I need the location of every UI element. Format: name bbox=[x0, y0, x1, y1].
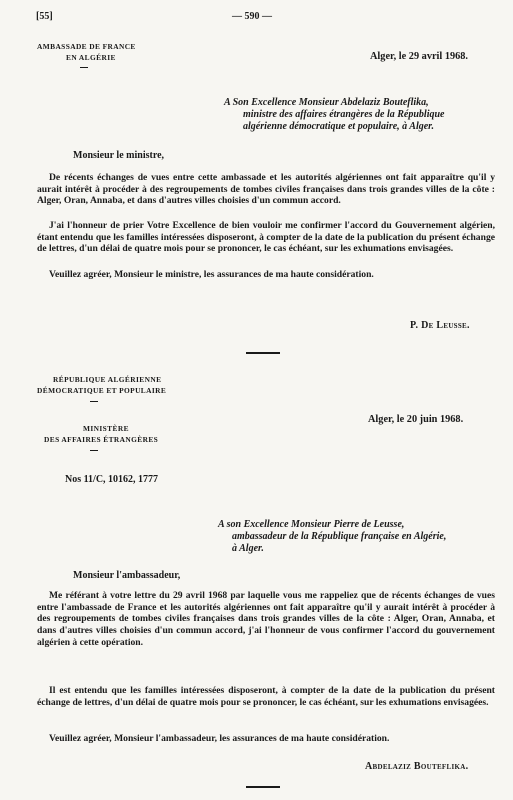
letter1-sender-line2: EN ALGÉRIE bbox=[66, 53, 116, 62]
letter2-signature: Abdelaziz Bouteflika. bbox=[365, 761, 469, 772]
letter1-paragraph-1: De récents échanges de vues entre cette ambassade et les autorités algériennes ont fait apparaître qu'il y aurait intérêt à procéder à des regroupements de tombes civiles françaises dans trois grandes villes de la côte : Alger, Oran, Annaba, et dans d'autres villes choisies d'un commun accord. bbox=[37, 172, 495, 207]
letter2-ministry-line1: MINISTÈRE bbox=[83, 424, 129, 433]
section-divider-1 bbox=[246, 352, 280, 354]
letter2-paragraph-3: Veuillez agréer, Monsieur l'ambassadeur, les assurances de ma haute considération. bbox=[49, 733, 390, 744]
letter1-paragraph-3: Veuillez agréer, Monsieur le ministre, les assurances de ma haute considération. bbox=[49, 269, 374, 280]
letter2-addressee-1: A son Excellence Monsieur Pierre de Leusse, bbox=[218, 519, 405, 530]
letter1-addressee-2: ministre des affaires étrangères de la République bbox=[243, 109, 445, 120]
letter1-sender-rule bbox=[80, 67, 88, 68]
letter1-salutation: Monsieur le ministre, bbox=[73, 150, 165, 161]
letter1-paragraph-2: J'ai l'honneur de prier Votre Excellence de bien vouloir me confirmer l'accord du Gouvernement algérien, étant entendu que les familles intéressées disposeront, à compter de la date de la publication du présent échange de lettres, d'un délai de quatre mois pour se prononcer, le cas échéant, sur les exhumations envisagées. bbox=[37, 220, 495, 255]
letter1-addressee-3: algérienne démocratique et populaire, à Alger. bbox=[243, 121, 435, 132]
letter2-sender-rule bbox=[90, 401, 98, 402]
letter2-sender-line2: DÉMOCRATIQUE ET POPULAIRE bbox=[37, 386, 167, 395]
letter2-reference: Nos 11/C, 10162, 1777 bbox=[65, 474, 159, 485]
page-number: — 590 — bbox=[232, 11, 272, 22]
letter2-sender-line1: RÉPUBLIQUE ALGÉRIENNE bbox=[53, 375, 162, 384]
letter1-sender-line1: AMBASSADE DE FRANCE bbox=[37, 42, 136, 51]
document-reference: [55] bbox=[36, 11, 53, 22]
letter2-paragraph-2: Il est entendu que les familles intéressées disposeront, à compter de la date de la publication du présent échange de lettres, d'un délai de quatre mois pour se prononcer, le cas échéant, sur les exhumations envisagées. bbox=[37, 685, 495, 708]
letter1-place-date: Alger, le 29 avril 1968. bbox=[370, 51, 468, 62]
section-divider-2 bbox=[246, 786, 280, 788]
letter2-ministry-rule bbox=[90, 450, 98, 451]
letter1-addressee-1: A Son Excellence Monsieur Abdelaziz Bouteflika, bbox=[224, 97, 429, 108]
letter2-salutation: Monsieur l'ambassadeur, bbox=[73, 570, 181, 581]
letter2-addressee-3: à Alger. bbox=[232, 543, 264, 554]
letter2-addressee-2: ambassadeur de la République française en Algérie, bbox=[232, 531, 447, 542]
letter2-ministry-line2: DES AFFAIRES ÉTRANGÈRES bbox=[44, 435, 159, 444]
letter2-place-date: Alger, le 20 juin 1968. bbox=[368, 414, 464, 425]
letter2-paragraph-1: Me référant à votre lettre du 29 avril 1968 par laquelle vous me rappeliez que de récents échanges de vues entre l'ambassade de France et les autorités algériennes ont fait apparaître qu'il y aurait intérêt à procéder à des regroupements de tombes civiles françaises dans trois grandes villes de la côte : Alger, Oran, Annaba, et dans d'autres villes choisies d'un commun accord, j'ai l'honneur de vous confirmer l'accord du gouvernement algérien à cette opération. bbox=[37, 590, 495, 648]
letter1-signature: P. De Leusse. bbox=[410, 320, 470, 331]
